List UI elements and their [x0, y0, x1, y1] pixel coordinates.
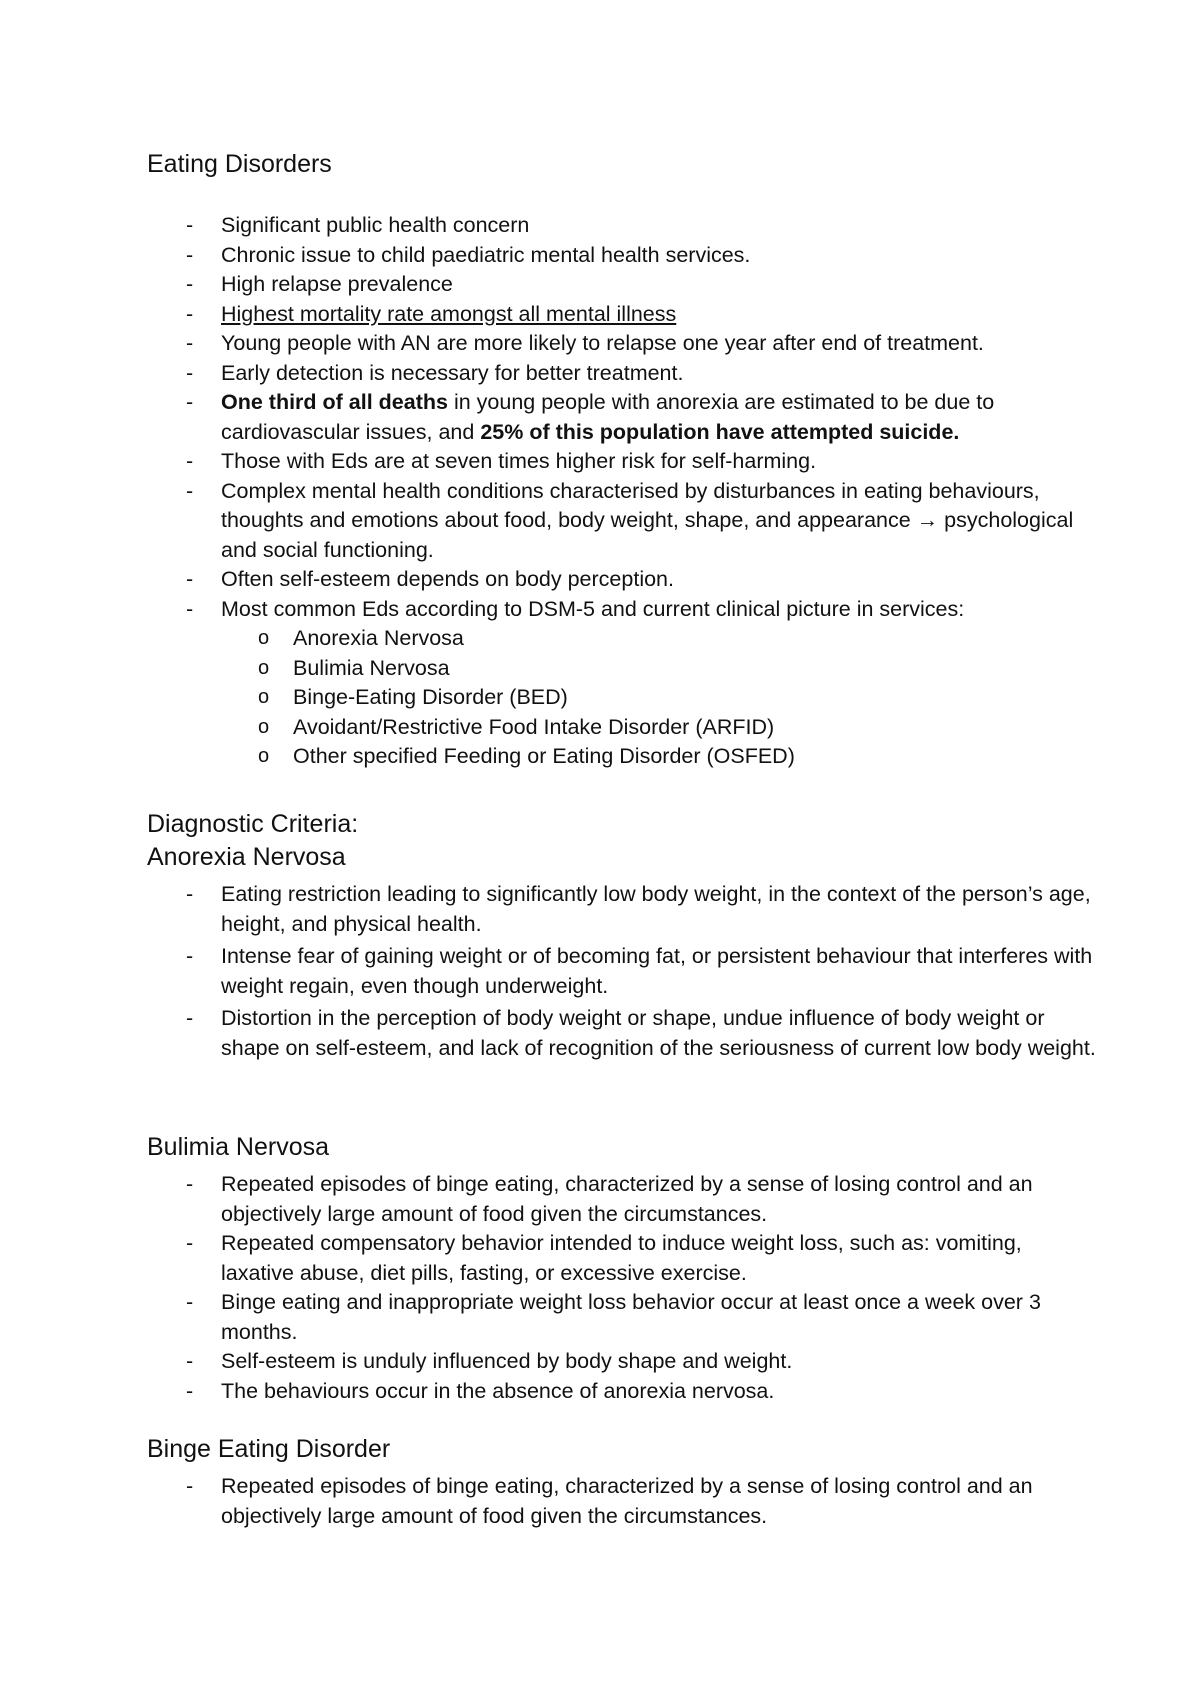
list-item: - Distortion in the perception of body weight or shape, undue influence of body weight or shape on self-esteem, and lack of recognition of the seriousness of current low body weight.: [186, 1006, 1096, 1060]
subheading-anorexia-nervosa: Anorexia Nervosa: [147, 843, 346, 871]
list-item: - Repeated episodes of binge eating, characterized by a sense of losing control and an objectively large amount of food given the circumstances.: [186, 1474, 1033, 1528]
list-item: - Intense fear of gaining weight or of becoming fat, or persistent behaviour that interferes with weight regain, even though underweight.: [186, 944, 1093, 998]
list-item: - Repeated compensatory behavior intended to induce weight loss, such as: vomiting, laxative abuse, diet pills, fasting, or excessive exercise.: [186, 1231, 1022, 1285]
anorexia-criteria-list: [147, 880, 1097, 1063]
section-heading-diagnostic-criteria: Diagnostic Criteria:: [147, 810, 359, 838]
list-item: - High relapse prevalence: [186, 272, 453, 296]
binge-eating-criteria-list: [147, 1472, 1097, 1531]
list-item: - Eating restriction leading to significantly low body weight, in the context of the person’s age, height, and physical health.: [186, 882, 1091, 936]
list-item-underlined: - Highest mortality rate amongst all mental illness: [186, 301, 677, 326]
list-item: - Often self-esteem depends on body perception.: [186, 567, 674, 591]
sublist-item: o Binge-Eating Disorder (BED): [258, 685, 568, 709]
section-heading-binge-eating-disorder: Binge Eating Disorder: [147, 1435, 391, 1463]
list-item: - Those with Eds are at seven times higher risk for self-harming.: [186, 449, 817, 473]
list-item: - Most common Eds according to DSM-5 and current clinical picture in services: o Anorexia Nervosa o Bulimia Nervosa o Binge-Eating Disorder (BED) o Avoidant/Restrictive Food Intake Disorder (ARFID) o Other specified Feeding or Eating Disorder (OSFED): [147, 595, 1097, 772]
list-item: - Early detection is necessary for better treatment.: [186, 360, 684, 385]
list-item: - Complex mental health conditions characterised by disturbances in eating behaviours, thoughts and emotions about food, body weight, shape, and appearance → psychological and social functioning.: [186, 478, 1074, 562]
disorder-types-sublist: [147, 624, 1097, 772]
eating-disorders-list: [147, 211, 1097, 772]
bulimia-criteria-list: [147, 1170, 1097, 1406]
list-item: - Significant public health concern: [186, 213, 530, 237]
list-item: - Young people with AN are more likely to relapse one year after end of treatment.: [186, 331, 984, 355]
section-heading-eating-disorders: Eating Disorders: [147, 150, 332, 178]
list-item: - Binge eating and inappropriate weight loss behavior occur at least once a week over 3 months.: [186, 1290, 1041, 1344]
sublist-item: o Bulimia Nervosa: [258, 655, 450, 680]
list-item: - The behaviours occur in the absence of anorexia nervosa.: [186, 1378, 775, 1403]
sublist-item: o Avoidant/Restrictive Food Intake Disorder (ARFID): [258, 714, 775, 739]
list-item: - Chronic issue to child paediatric mental health services.: [186, 242, 751, 267]
sublist-item: o Anorexia Nervosa: [258, 626, 464, 650]
section-heading-bulimia-nervosa: Bulimia Nervosa: [147, 1133, 330, 1161]
list-item: - Self-esteem is unduly influenced by body shape and weight.: [186, 1349, 793, 1373]
sublist-item: o Other specified Feeding or Eating Disorder (OSFED): [258, 744, 795, 768]
list-item-mortality: - One third of all deaths in young people with anorexia are estimated to be due to cardiovascular issues, and 25% of this population have attempted suicide.: [186, 390, 995, 444]
list-item: - Repeated episodes of binge eating, characterized by a sense of losing control and an objectively large amount of food given the circumstances.: [186, 1172, 1033, 1226]
